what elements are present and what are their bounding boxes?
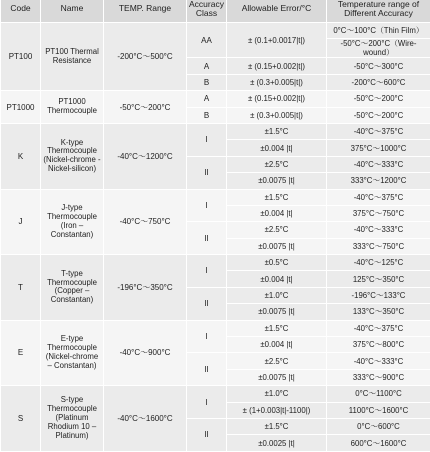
- accuracy-temp-range-cell: -40°C～375°C: [327, 189, 430, 205]
- allowable-error-cell: ± (0.3+0.005|t|): [227, 107, 327, 123]
- allowable-error-cell: ±0.5°C: [227, 255, 327, 271]
- allowable-error-cell: ± (0.15+0.002|t|): [227, 58, 327, 74]
- allowable-error-cell: ±0.0075 |t|: [227, 238, 327, 254]
- code-cell: E: [1, 320, 41, 386]
- allowable-error-cell: ±1.0°C: [227, 386, 327, 402]
- allowable-error-cell: ± (0.15+0.002|t|): [227, 91, 327, 107]
- header-allowable-error: Allowable Error/°C: [227, 0, 327, 23]
- accuracy-temp-range-cell: 1100°C～1600°C: [327, 402, 430, 418]
- name-cell: PT100 Thermal Resistance: [41, 23, 104, 91]
- table-row: [1, 386, 430, 402]
- accuracy-temp-range-cell: 375°C～800°C: [327, 337, 430, 353]
- header-code: Code: [1, 0, 41, 23]
- table-row: [1, 91, 430, 107]
- allowable-error-cell: ±0.004 |t|: [227, 271, 327, 287]
- accuracy-temp-range-cell: -40°C～333°C: [327, 353, 430, 369]
- table-row: [1, 189, 430, 205]
- temp-range-cell: -40°C～750°C: [104, 189, 187, 255]
- accuracy-temp-range-cell: 375°C～750°C: [327, 205, 430, 221]
- allowable-error-cell: ±2.5°C: [227, 353, 327, 369]
- accuracy-class-cell: I: [187, 255, 227, 288]
- accuracy-class-cell: I: [187, 320, 227, 353]
- accuracy-temp-range-cell: -50°C～200°C（Wire-wound）: [327, 39, 430, 58]
- temp-range-cell: -200°C～500°C: [104, 23, 187, 91]
- code-cell: K: [1, 123, 41, 189]
- header-name: Name: [41, 0, 104, 23]
- accuracy-class-cell: A: [187, 58, 227, 74]
- allowable-error-cell: ±0.0025 |t|: [227, 435, 327, 451]
- accuracy-class-cell: II: [187, 222, 227, 255]
- name-cell: J-type Thermocouple (Iron – Constantan): [41, 189, 104, 255]
- header-temp-range-accuracy: Temperature range of Different Accuracy: [327, 0, 430, 23]
- allowable-error-cell: ±0.0075 |t|: [227, 304, 327, 320]
- accuracy-class-cell: A: [187, 91, 227, 107]
- code-cell: S: [1, 386, 41, 452]
- name-cell: S-type Thermocouple (Platinum Rhodium 10 – Platinum): [41, 386, 104, 452]
- allowable-error-cell: ±1.5°C: [227, 189, 327, 205]
- allowable-error-cell: ±0.004 |t|: [227, 337, 327, 353]
- accuracy-temp-range-cell: 333°C～750°C: [327, 238, 430, 254]
- allowable-error-cell: ± (0.3+0.005|t|): [227, 74, 327, 90]
- allowable-error-cell: ±0.004 |t|: [227, 140, 327, 156]
- table-row: [1, 123, 430, 139]
- allowable-error-cell: ±1.5°C: [227, 418, 327, 434]
- name-cell: K-type Thermocouple (Nickel-chrome - Nickel-silicon): [41, 123, 104, 189]
- name-cell: E-type Thermocouple (Nickel-chrome – Constantan): [41, 320, 104, 386]
- name-cell: T-type Thermocouple (Copper – Constantan): [41, 255, 104, 321]
- accuracy-temp-range-cell: -50°C～200°C: [327, 91, 430, 107]
- allowable-error-cell: ±2.5°C: [227, 156, 327, 172]
- accuracy-class-cell: B: [187, 107, 227, 123]
- allowable-error-cell: ±0.0075 |t|: [227, 173, 327, 189]
- code-cell: PT1000: [1, 91, 41, 124]
- accuracy-temp-range-cell: -50°C～300°C: [327, 58, 430, 74]
- table-row: [1, 23, 430, 39]
- table-row: [1, 255, 430, 271]
- accuracy-temp-range-cell: -40°C～125°C: [327, 255, 430, 271]
- table-row: [1, 320, 430, 336]
- temp-range-cell: -40°C～900°C: [104, 320, 187, 386]
- accuracy-temp-range-cell: 333°C～1200°C: [327, 173, 430, 189]
- accuracy-temp-range-cell: -50°C～200°C: [327, 107, 430, 123]
- allowable-error-cell: ±1.0°C: [227, 287, 327, 303]
- accuracy-temp-range-cell: -40°C～375°C: [327, 123, 430, 139]
- temp-range-cell: -40°C～1200°C: [104, 123, 187, 189]
- header-temp-range: TEMP. Range: [104, 0, 187, 23]
- accuracy-class-cell: I: [187, 189, 227, 222]
- accuracy-class-cell: I: [187, 123, 227, 156]
- temp-range-cell: -40°C～1600°C: [104, 386, 187, 452]
- accuracy-class-cell: II: [187, 353, 227, 386]
- accuracy-class-cell: I: [187, 386, 227, 419]
- accuracy-temp-range-cell: 333°C～900°C: [327, 369, 430, 385]
- allowable-error-cell: ±0.0075 |t|: [227, 369, 327, 385]
- accuracy-temp-range-cell: 0°C～1100°C: [327, 386, 430, 402]
- allowable-error-cell: ± (1+0.003|t|-1100|): [227, 402, 327, 418]
- accuracy-temp-range-cell: -196°C～133°C: [327, 287, 430, 303]
- accuracy-temp-range-cell: 0°C～600°C: [327, 418, 430, 434]
- accuracy-temp-range-cell: 600°C～1600°C: [327, 435, 430, 451]
- accuracy-temp-range-cell: 125°C～350°C: [327, 271, 430, 287]
- header-row: [1, 0, 430, 23]
- accuracy-class-cell: AA: [187, 23, 227, 58]
- allowable-error-cell: ±1.5°C: [227, 320, 327, 336]
- temp-range-cell: -196°C～350°C: [104, 255, 187, 321]
- code-cell: T: [1, 255, 41, 321]
- accuracy-temp-range-cell: 375°C～1000°C: [327, 140, 430, 156]
- name-cell: PT1000 Thermocouple: [41, 91, 104, 124]
- accuracy-class-cell: II: [187, 287, 227, 320]
- table-body: [1, 23, 430, 452]
- header-accuracy-class: Accuracy Class: [187, 0, 227, 23]
- accuracy-temp-range-cell: 0°C～100°C（Thin Film）: [327, 23, 430, 39]
- accuracy-temp-range-cell: -40°C～375°C: [327, 320, 430, 336]
- accuracy-class-cell: II: [187, 418, 227, 451]
- allowable-error-cell: ±1.5°C: [227, 123, 327, 139]
- accuracy-temp-range-cell: -40°C～333°C: [327, 222, 430, 238]
- allowable-error-cell: ±2.5°C: [227, 222, 327, 238]
- code-cell: PT100: [1, 23, 41, 91]
- accuracy-class-cell: B: [187, 74, 227, 90]
- accuracy-temp-range-cell: -200°C～600°C: [327, 74, 430, 90]
- temp-range-cell: -50°C～200°C: [104, 91, 187, 124]
- accuracy-temp-range-cell: -40°C～333°C: [327, 156, 430, 172]
- accuracy-temp-range-cell: 133°C～350°C: [327, 304, 430, 320]
- accuracy-class-cell: II: [187, 156, 227, 189]
- allowable-error-cell: ± (0.1+0.0017|t|): [227, 23, 327, 58]
- allowable-error-cell: ±0.004 |t|: [227, 205, 327, 221]
- code-cell: J: [1, 189, 41, 255]
